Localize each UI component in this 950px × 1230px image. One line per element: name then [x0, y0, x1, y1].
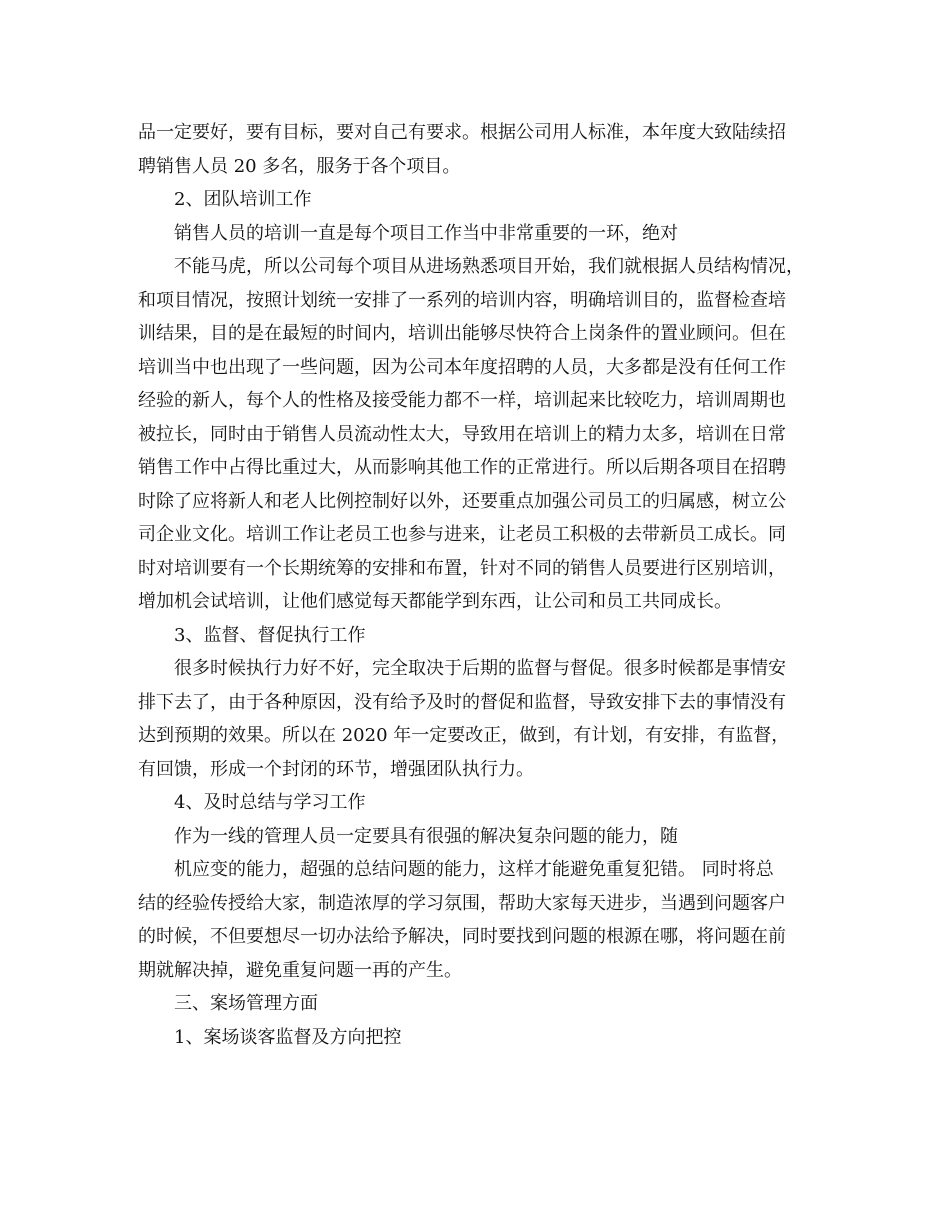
- text-line: 3、监督、督促执行工作: [174, 624, 366, 646]
- text-line: 司企业文化。培训工作让老员工也参与进来，让老员工积极的去带新员工成长。同: [138, 524, 786, 545]
- text-line: 达到预期的效果。所以在 2020 年一定要改正，做到，有计划，有安排，有监督，: [138, 725, 790, 746]
- text-line: 聘销售人员 20 多名，服务于各个项目。: [138, 155, 461, 177]
- text-line: 经验的新人，每个人的性格及接受能力都不一样，培训起来比较吃力，培训周期也: [138, 390, 786, 411]
- text-line: 1、案场谈客监督及方向把控: [174, 1026, 402, 1048]
- text-line: 销售人员的培训一直是每个项目工作当中非常重要的一环，绝对: [174, 222, 678, 244]
- text-line: 2、团队培训工作: [174, 189, 312, 210]
- text-line: 有回馈，形成一个封闭的环节，增强团队执行力。: [138, 758, 534, 780]
- text-line: 的时候，不但要想尽一切办法给予解决，同时要找到问题的根源在哪，将问题在前: [138, 926, 786, 947]
- text-line: 不能马虎，所以公司每个项目从进场熟悉项目开始，我们就根据人员结构情况，: [174, 256, 804, 277]
- text-line: 机应变的能力，超强的总结问题的能力，这样才能避免重复犯错。 同时将总: [174, 859, 774, 880]
- text-line: 4、及时总结与学习工作: [174, 792, 366, 813]
- document-body: [138, 116, 838, 1054]
- text-line: 培训当中也出现了一些问题，因为公司本年度招聘的人员，大多都是没有任何工作: [138, 356, 786, 378]
- text-line: 被拉长，同时由于销售人员流动性太大，导致用在培训上的精力太多，培训在日常: [138, 423, 786, 445]
- text-line: 期就解决掉，避免重复问题一再的产生。: [138, 959, 462, 981]
- text-line: 增加机会试培训，让他们感觉每天都能学到东西，让公司和员工共同成长。: [138, 591, 732, 612]
- text-line: 时对培训要有一个长期统筹的安排和布置，针对不同的销售人员要进行区别培训，: [138, 557, 786, 579]
- text-line: 品一定要好，要有目标，要对自己有要求。根据公司用人标准，本年度大致陆续招: [138, 122, 786, 143]
- text-line: 训结果，目的是在最短的时间内，培训出能够尽快符合上岗条件的置业顾问。但在: [138, 323, 786, 344]
- text-line: 三、案场管理方面: [174, 993, 318, 1014]
- text-line: 时除了应将新人和老人比例控制好以外，还要重点加强公司员工的归属感，树立公: [138, 490, 786, 512]
- text-line: 销售工作中占得比重过大，从而影响其他工作的正常进行。所以后期各项目在招聘: [138, 457, 786, 478]
- text-line: 作为一线的管理人员一定要具有很强的解决复杂问题的能力，随: [174, 825, 678, 847]
- text-line: 和项目情况，按照计划统一安排了一系列的培训内容，明确培训目的，监督检查培: [138, 289, 786, 311]
- text-line: 很多时候执行力好不好，完全取决于后期的监督与督促。很多时候都是事情安: [174, 658, 786, 679]
- text-line: 排下去了，由于各种原因，没有给予及时的督促和监督，导致安排下去的事情没有: [138, 691, 786, 713]
- text-line: 结的经验传授给大家，制造浓厚的学习氛围，帮助大家每天进步，当遇到问题客户: [138, 892, 786, 914]
